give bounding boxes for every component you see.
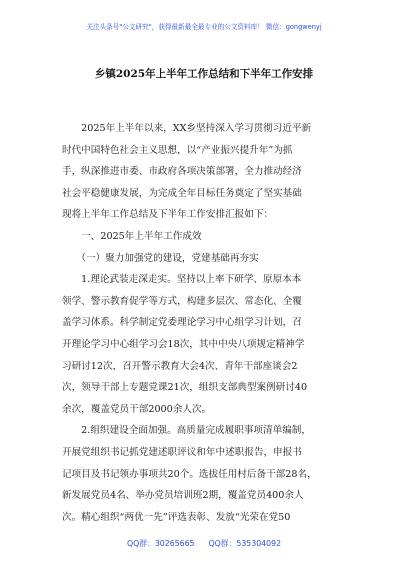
document-title: 乡镇2025年上半年工作总结和下半年工作安排 <box>94 68 314 80</box>
body-line: 社会平稳健康发展，为完成全年目标任务奠定了坚实基础 <box>62 187 302 199</box>
document-body <box>62 118 350 528</box>
body-line: 盖学习体系。科学制定党委理论学习中心组学习计划，召 <box>62 317 302 329</box>
body-line: 开展党组织书记抓党建述职评议和年中述职报告，申报书 <box>62 446 302 458</box>
body-line: 记项目及书记领办事项共20个。选拔任用村后备干部28名， <box>62 468 317 480</box>
body-line: 时代中国特色社会主义思想，以“产业振兴提升年”为抓 <box>62 144 293 156</box>
body-line: 2.组织建设全面加强。高质量完成履职事项清单编制， <box>62 425 311 437</box>
section-heading: 一、2025年上半年工作成效 <box>62 230 202 242</box>
qq-group-2: QQ群：535304092 <box>208 539 282 548</box>
body-line: 余次，覆盖党员干部2000余人次。 <box>62 403 212 415</box>
body-line: 习研讨12次，召开警示教育大会4次、青年干部座谈会2 <box>62 360 298 372</box>
qq-group-1: QQ群：30265665 <box>126 539 195 548</box>
body-line: 新发展党员4名、举办党员培训班2期，覆盖党员400余人 <box>62 490 304 502</box>
body-line: 开理论学习中心组学习会18次，其中中央八项规定精神学 <box>62 338 305 350</box>
body-line: 1.理论武装走深走实。坚持以上率下研学、原原本本 <box>62 274 302 286</box>
header-banner: 关注头条号"公文研究"，获得最新最全最专业的公文资料库！ 微信：gongwenyj <box>86 23 322 31</box>
body-line: 次，领导干部上专题党课21次，组织支部典型案例研讨40 <box>62 382 308 394</box>
body-line: 现将上半年工作总结及下半年工作安排汇报如下： <box>62 209 274 221</box>
footer-contact <box>0 538 408 549</box>
body-line: 手，纵深推进市委、市政府各项决策部署，全力推动经济 <box>62 166 302 178</box>
subsection-heading: （一）聚力加强党的建设，党建基础再夯实 <box>62 252 259 264</box>
body-line: 领学、警示教育促学等方式，构建多层次、常态化、全覆 <box>62 295 302 307</box>
body-line: 2025年上半年以来，XX乡坚持深入学习贯彻习近平新 <box>62 123 312 134</box>
body-line: 次。精心组织“两优一先”评选表彰、发放“光荣在党50 <box>62 511 291 523</box>
